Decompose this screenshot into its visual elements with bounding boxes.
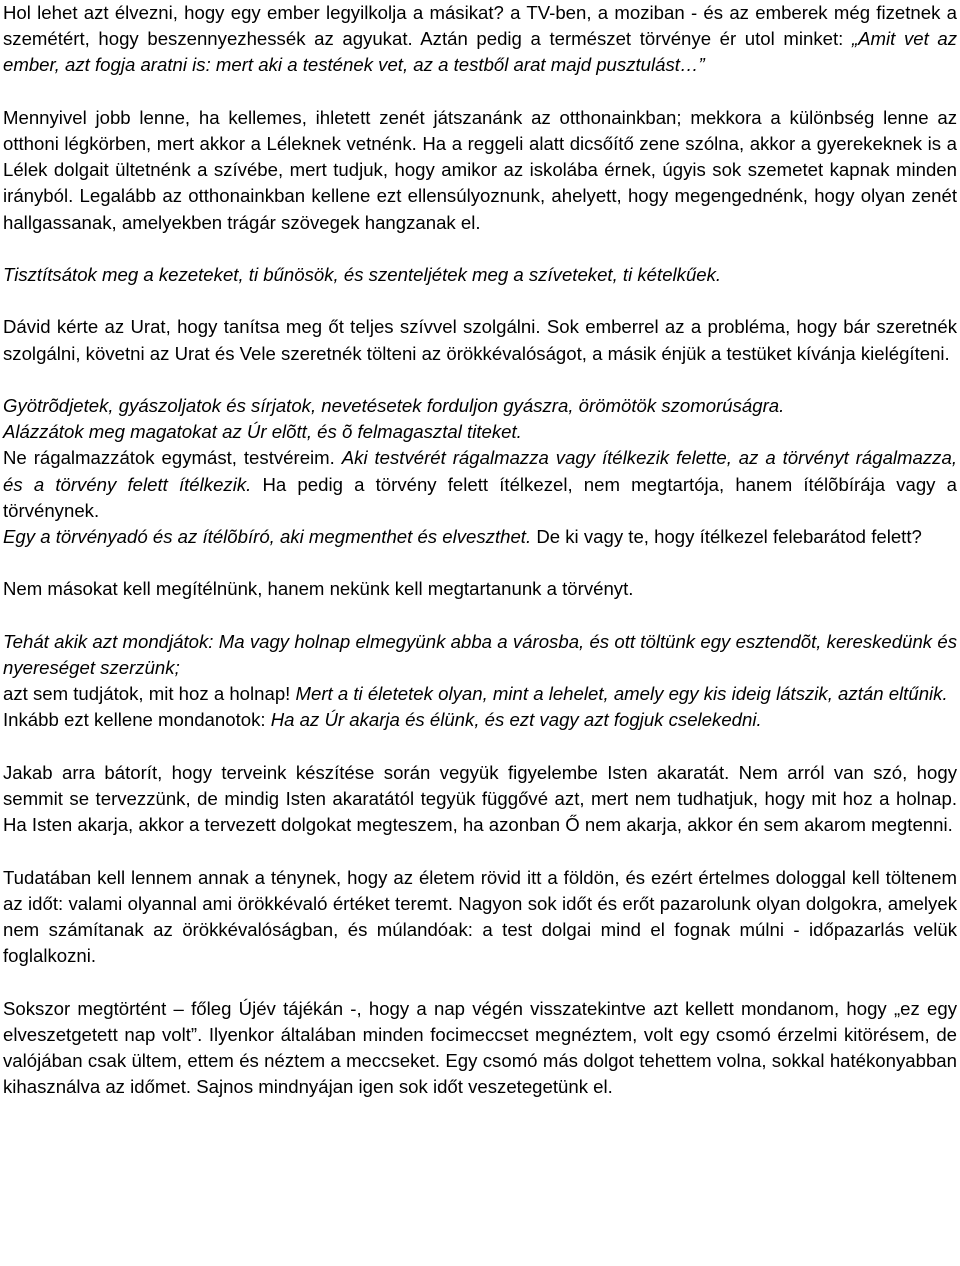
paragraph [3,681,957,707]
document-page [3,0,957,1100]
text-span: Dávid kérte az Urat, hogy tanítsa meg őt teljes szívvel szolgálni. Sok emberrel az a probléma, hogy bár szeretnék szolgálni, követni az Urat és Vele szeretnék tölteni az örökkévalóságot, a másik énjük a testüket kívánja kielégíteni. [3,316,957,364]
text-span: Ne rágalmazzátok egymást, testvéreim. [3,447,342,469]
text-span: azt sem tudjátok, mit hoz a holnap! [3,683,296,705]
paragraph [3,707,957,733]
paragraph [3,393,957,419]
paragraph [3,445,957,524]
text-span: Ha pedig a törvény felett ítélkezel, nem megtartója, hanem ítélõbírája vagy a törvénynek. [3,473,957,521]
quote-span: Tisztítsátok meg a kezeteket, ti bűnösök, és szenteljétek meg a szíveteket, ti kételkűek. [3,264,722,285]
paragraph [3,0,957,79]
text-span: Jakab arra bátorít, hogy terveink készítése során vegyük figyelembe Isten akaratát. Nem arról van szó, hogy semmit se tervezzünk, de mindig Isten akaratától tegyük függővé azt, mert nem tudhatjuk, hogy mit hoz a holnap. Ha Isten akarja, akkor a tervezett dolgokat megteszem, ha azonban Ő nem akarja, akkor én sem akarom megtenni. [3,761,957,836]
text-span: Nem másokat kell megítélnünk, hanem nekünk kell megtartanunk a törvényt. [3,578,634,600]
paragraph [3,419,957,445]
paragraph [3,576,957,602]
quote-span: Mert a ti életetek olyan, mint a lehelet, amely egy kis ideig látszik, aztán eltűnik. [295,683,948,705]
paragraph [3,524,957,550]
quote-span: Ha az Úr akarja és élünk, és ezt vagy azt fogjuk cselekedni. [270,709,762,731]
text-span: De ki vagy te, hogy ítélkezel felebarátod felett? [536,526,922,547]
paragraph [3,865,957,970]
text-span: Inkább ezt kellene mondanotok: [3,709,271,731]
quote-span: Gyötrõdjetek, gyászoljatok és sírjatok, nevetésetek forduljon gyászra, örömötök szomorúságra. [3,394,785,416]
paragraph [3,996,957,1101]
quote-span: Tehát akik azt mondjátok: Ma vagy holnap elmegyünk abba a városba, és ott töltünk egy esztendõt, kereskedünk és nyereséget szerzünk; [3,630,957,678]
quote-span: „Amit vet az ember, azt fogja aratni is: mert aki a testének vet, az a testből arat majd pusztulást…” [3,28,958,76]
text-span: Hol lehet azt élvezni, hogy egy ember legyilkolja a másikat? a TV-ben, a moziban - és az emberek még fizetnek a szemétért, hogy beszennyezhessék az agyukat. Aztán pedig a természet törvénye ér utol minket: [3,2,957,50]
paragraph [3,629,957,681]
text-span: Tudatában kell lennem annak a ténynek, hogy az életem rövid itt a földön, és ezért értelmes dologgal kell töltenem az időt: valami olyannal ami örökkévaló értéket teremt. Nagyon sok időt és erőt pazarolunk olyan dolgokra, amelyek nem számítanak az örökkévalóságban, és múlandóak: a test dolgai mind el fognak múlni - időpazarlás velük foglalkozni. [3,866,957,967]
quote-span: Aki testvérét rágalmazza vagy ítélkezik felette, az a törvényt rágalmazza, és a törvény felett ítélkezik. [3,447,957,495]
quote-span: Alázzátok meg magatokat az Úr elõtt, és õ felmagasztal titeket. [3,421,522,443]
paragraph [3,760,957,839]
paragraph [3,105,957,236]
text-span: Mennyivel jobb lenne, ha kellemes, ihletett zenét játszanánk az otthonainkban; mekkora a különbség lenne az otthoni légkörben, mert akkor a Léleknek vetnénk. Ha a reggeli alatt dicsőítő zene szólna, akkor a gyerekeknek is a Lélek dolgait ültetnénk a szívébe, mert tudjuk, hogy amikor az iskolába érnek, úgyis sok szemetet kapnak minden irányból. Legalább az otthonainkban kellene ezt ellensúlyoznunk, ahelyett, hogy megengednénk, hogy olyan zenét hallgassanak, amelyekben trágár szövegek hangzanak el. [3,106,957,233]
quote-span: Egy a törvényadó és az ítélõbíró, aki megmenthet és elveszthet. [3,526,537,547]
paragraph [3,314,957,366]
paragraph [3,262,957,288]
text-span: Sokszor megtörtént – főleg Újév tájékán -, hogy a nap végén visszatekintve azt kellett mondanom, hogy „ez egy elveszetgetett nap volt”. Ilyenkor általában minden focimeccset megnéztem, volt egy csomó érzelmi kitörésem, de valójában csak ültem, ettem és néztem a meccseket. Egy csomó más dolgot tehettem volna, sokkal hatékonyabban kihasználva az időmet. Sajnos mindnyájan igen sok időt veszetegetünk el. [3,997,957,1098]
